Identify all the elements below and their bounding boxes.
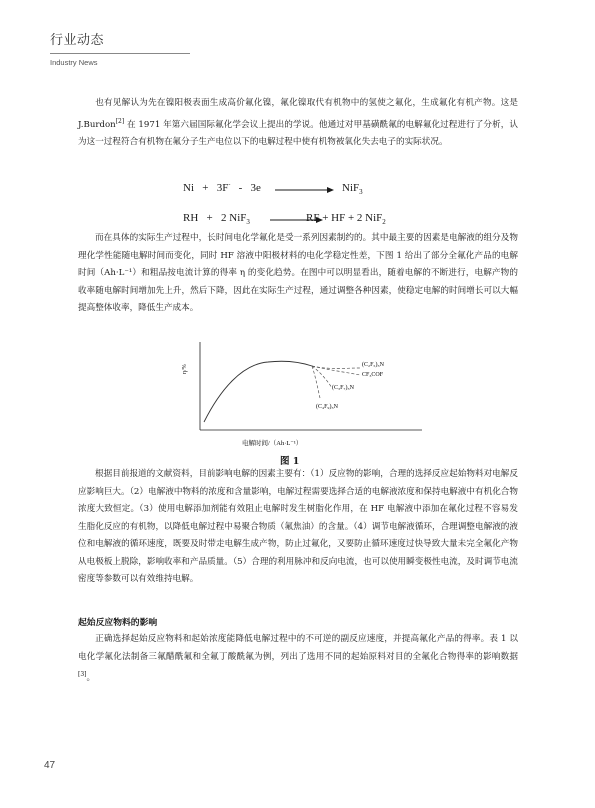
- eq-operator: +: [206, 212, 213, 224]
- equation-1: [183, 182, 261, 194]
- citation: [2]: [115, 117, 125, 125]
- eq-subscript: 3: [359, 188, 363, 197]
- equation-2: [183, 212, 250, 226]
- section-subtitle: Industry News: [50, 58, 98, 67]
- equation-2-product: [306, 212, 386, 226]
- figure-electrolysis-yield: [160, 338, 430, 450]
- curve-label: (C₃F₇)₃N: [332, 385, 354, 391]
- curve-label: (C₄F₉)₃N: [316, 404, 338, 410]
- reaction-arrow-icon: [273, 186, 335, 194]
- x-axis-label: 电解时间/（Ah·L⁻¹）: [242, 440, 303, 447]
- yield-curve: [204, 361, 312, 422]
- paragraph-text: 。: [86, 672, 96, 683]
- paragraph-influencing-factors: [78, 466, 518, 589]
- citation: [3]: [78, 671, 87, 678]
- curve-branch-4: [312, 366, 320, 398]
- page-number: 47: [44, 760, 56, 771]
- eq-term: Ni: [183, 182, 194, 194]
- eq-term: 2 NiF: [221, 212, 247, 224]
- paragraph-text: 在 1971 年第六届国际氟化学会议上提出的学说。他通过对甲基磺酰氟的电解氟化过程进行了分析，认为这一过程符合有机物在氟分子生产电位以下的电解过程中使有机物被氧化失去电子的实际状况。: [78, 119, 518, 147]
- section-heading: 起始反应物料的影响: [78, 618, 158, 628]
- eq-subscript: 3: [246, 218, 250, 227]
- section-title: 行业动态: [50, 33, 105, 48]
- header-divider: [50, 53, 190, 54]
- eq-term: RH: [183, 212, 199, 224]
- curve-label: CF₃COF: [362, 372, 384, 378]
- eq-term: RF + HF + 2 NiF: [306, 212, 383, 224]
- paragraph-text: 而在具体的实际生产过程中，长时间电化学氟化是受一系列因素制约的。其中最主要的因素是电解液的组分及物理化学性能随电解时间而变化，同时 HF 溶液中阳极材料的电化学稳定性差，下图 1 给出了部分全氟化产品的电解时间（Ah·L⁻¹）和粗品按电流计算的得率 η 的变化趋势。在图中可以明显看出，随着电解的不断进行，电解产物的收率随电解时间增加先上升，然后下降，因此在实际生产过程，通过调整各种因素，使稳定电解的时间增长可以大幅提高整体收率，降低生产成本。: [78, 233, 518, 313]
- paragraph-starting-materials: [78, 631, 518, 687]
- curve-branch-1: [312, 366, 360, 369]
- eq-term: 3F: [216, 182, 229, 194]
- paragraph-text: 根据目前报道的文献资料，目前影响电解的因素主要有：（1）反应物的影响，合理的选择反应起始物料对电解反应影响巨大。（2）电解液中物料的浓度和含量影响，电解过程需要选择合适的电解液浓度和保持电解液中有机化合物浓度大致恒定。（3）使用电解添加剂能有效阻止电解时发生树脂化作用，在 HF 电解液中添加在氟化过程不容易发生脂化反应的有机物，以降低电解过程中易聚合物质（氟焦油）的含量。（4）调节电解液循环，合理调整电解液的液位和电解液的循环速度，既要及时带走电解生成产物，防止过氟化，又要防止循环速度过快导致大量未完全氟化产物从电极板上脱除，影响收率和产品质量。（5）合理的利用脉冲和反向电流，也可以使用瞬变极性电流，及时调节电流密度等参数可以有效维持电解。: [78, 469, 518, 584]
- eq-charge: -: [228, 182, 231, 189]
- figure-caption: 图 1: [280, 456, 300, 467]
- eq-term: 3e: [250, 182, 261, 194]
- equation-1-product: [342, 182, 363, 196]
- eq-term: NiF: [342, 182, 360, 194]
- paragraph-text: 正确选择起始反应物料和起始浓度能降低电解过程中的不可逆的副反应速度，并提高氟化产品的得率。表 1 以电化学氟化法制备三氟醋酰氟和全氟丁酸酰氟为例，列出了选用不同的起始原料对目的全氟化合物得率的影响数据: [78, 634, 518, 662]
- curve-label: (C₂F₅)₃N: [362, 362, 384, 368]
- eq-subscript: 2: [382, 218, 386, 227]
- eq-operator: -: [238, 182, 243, 194]
- curve-branch-2: [312, 366, 360, 375]
- y-axis-label: η/%: [182, 364, 188, 374]
- paragraph-factors-intro: [78, 230, 518, 318]
- eq-operator: +: [202, 182, 209, 194]
- paragraph-text: 也有见解认为先在镍阳极表面生成高价氟化镍，氟化镍取代有机物中的氢使之氟化，生成氟化有机产物。这是 J.Burdon: [78, 98, 518, 130]
- paragraph-burdon: [78, 95, 518, 151]
